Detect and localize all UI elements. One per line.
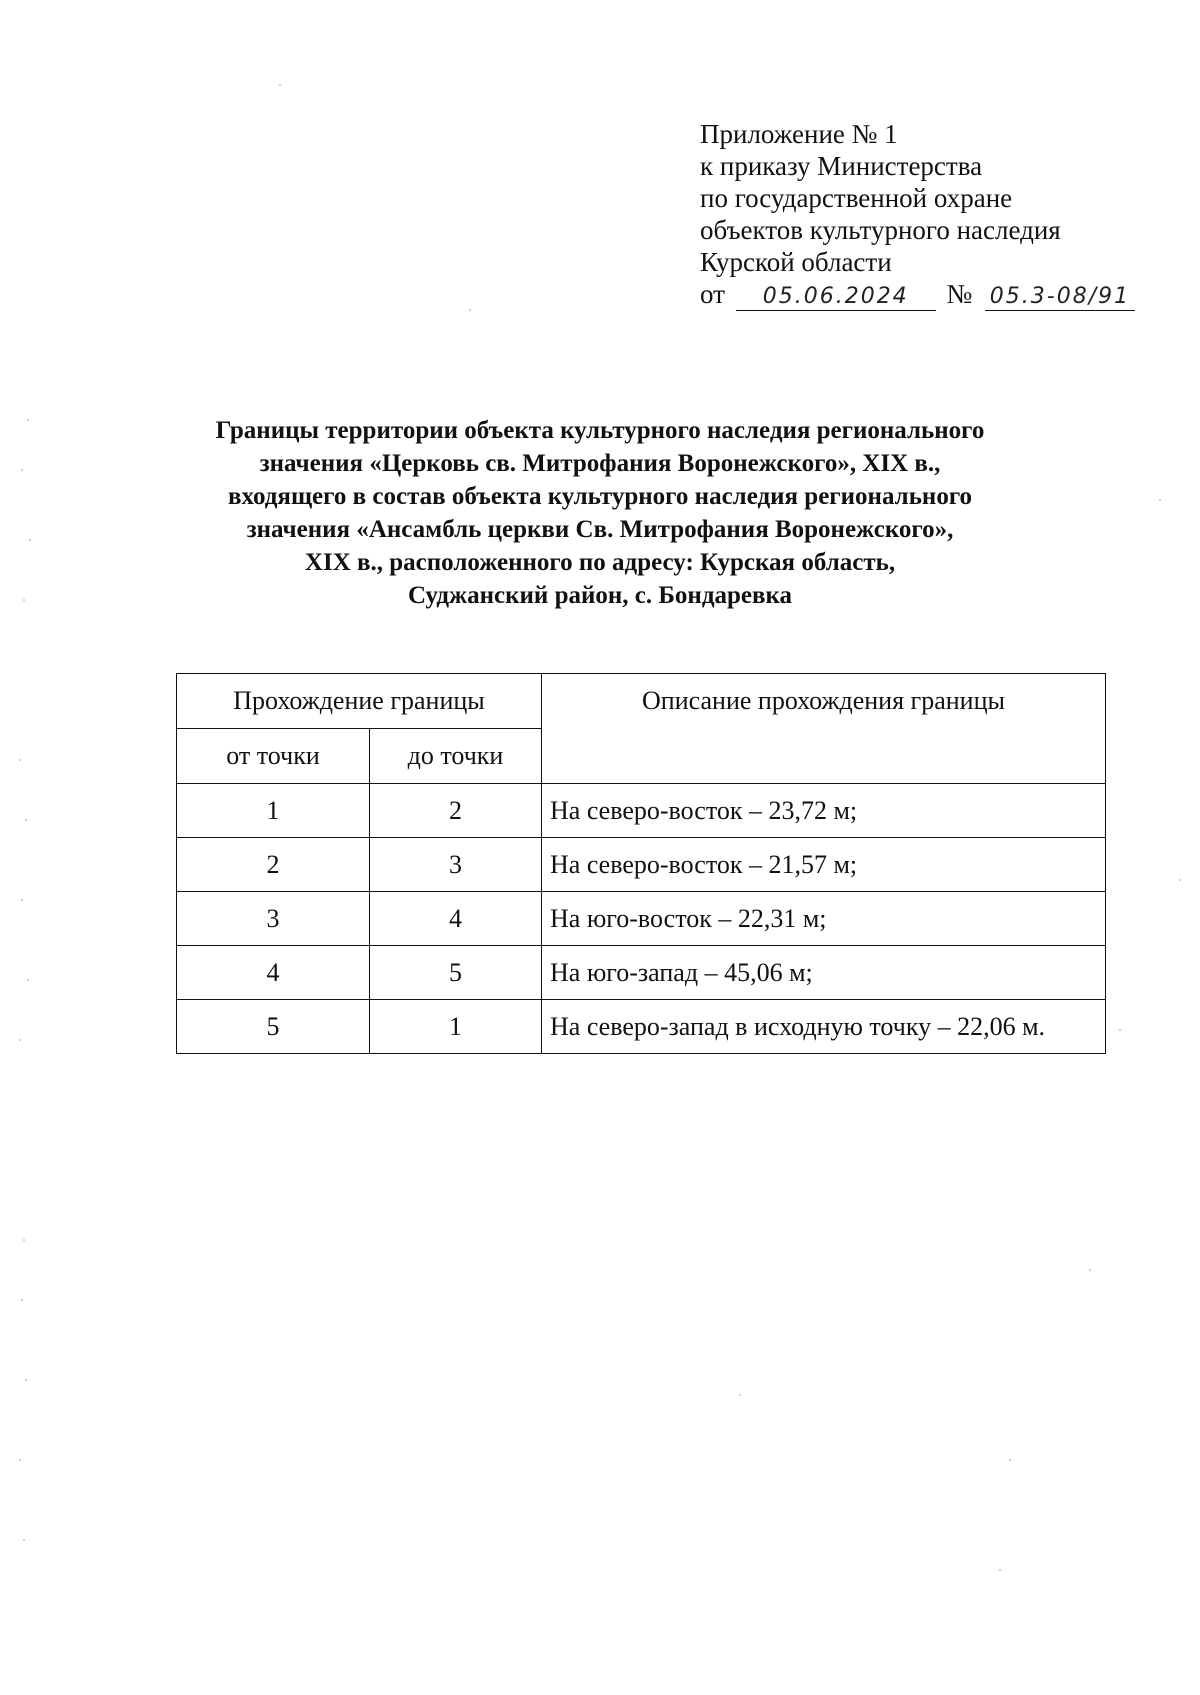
appendix-block	[700, 118, 1160, 311]
header-boundary-passage: Прохождение границы	[177, 674, 542, 729]
header-description: Описание прохождения границы	[542, 674, 1106, 784]
cell-description: На юго-запад – 45,06 м;	[542, 946, 1106, 1000]
title-line: входящего в состав объекта культурного наследия регионального	[227, 483, 973, 510]
title-line: Суджанский район, с. Бондаревка	[407, 582, 792, 609]
table-row	[177, 946, 1106, 1000]
cell-description: На юго-восток – 22,31 м;	[542, 892, 1106, 946]
title-line: значения «Церковь св. Митрофания Воронежского», XIX в.,	[259, 450, 941, 477]
cell-to: 4	[370, 892, 542, 946]
header-from-point: от точки	[177, 729, 370, 784]
cell-to: 2	[370, 784, 542, 838]
appendix-line: к приказу Министерства	[700, 151, 983, 181]
appendix-line: по государственной охране	[700, 183, 1013, 213]
cell-description: На северо-восток – 23,72 м;	[542, 784, 1106, 838]
cell-to: 1	[370, 1000, 542, 1054]
table-header-row	[177, 674, 1106, 729]
cell-to: 3	[370, 838, 542, 892]
table-row	[177, 838, 1106, 892]
cell-from: 1	[177, 784, 370, 838]
document-title	[150, 414, 1050, 612]
table-row	[177, 1000, 1106, 1054]
appendix-line: Приложение № 1	[700, 119, 898, 149]
date-prefix: от	[700, 279, 725, 309]
table-row	[177, 784, 1106, 838]
cell-from: 4	[177, 946, 370, 1000]
cell-to: 5	[370, 946, 542, 1000]
cell-from: 5	[177, 1000, 370, 1054]
number-prefix: №	[946, 279, 973, 309]
table-row	[177, 892, 1106, 946]
appendix-line: объектов культурного наследия	[700, 215, 1061, 245]
cell-from: 2	[177, 838, 370, 892]
appendix-line: Курской области	[700, 247, 892, 277]
boundary-table	[176, 673, 1106, 1054]
header-to-point: до точки	[370, 729, 542, 784]
title-line: XIX в., расположенного по адресу: Курская область,	[304, 549, 896, 576]
cell-from: 3	[177, 892, 370, 946]
cell-description: На северо-запад в исходную точку – 22,06 м.	[542, 1000, 1106, 1054]
cell-description: На северо-восток – 21,57 м;	[542, 838, 1106, 892]
order-number: 05.3-08/91	[985, 284, 1135, 311]
title-line: значения «Ансамбль церкви Св. Митрофания Воронежского»,	[246, 516, 954, 543]
order-date-number-line	[700, 278, 1160, 311]
title-line: Границы территории объекта культурного наследия регионального	[215, 417, 985, 444]
order-date: 05.06.2024	[736, 284, 936, 311]
